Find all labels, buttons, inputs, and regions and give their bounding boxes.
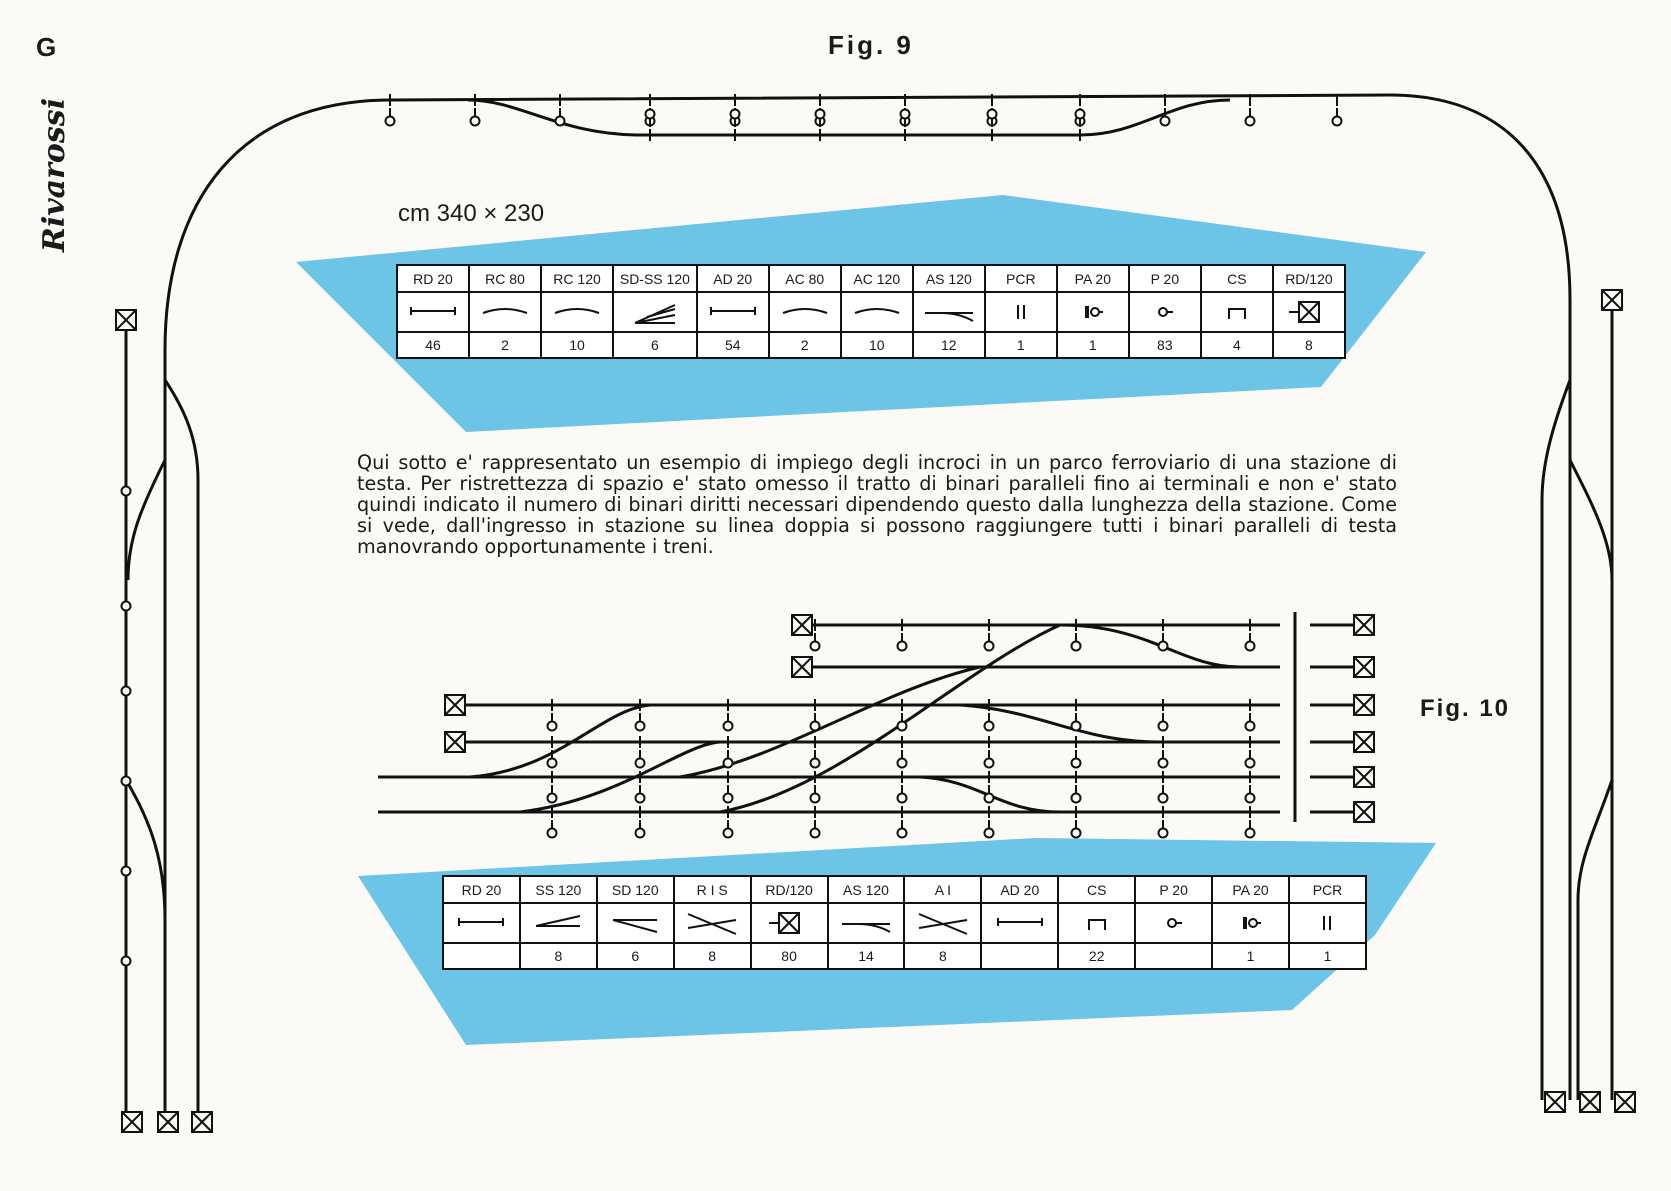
buffer-icon [1067, 908, 1127, 938]
pole-icon [1072, 794, 1081, 803]
description-text: Qui sotto e' rappresentato un esempio di impiego degli incroci in un parco ferroviario di una stazione di testa. Per ristrettezza di spazio e' stato omesso il tratto di binari paralleli fino ai terminali e non e' stato quindi indicato il numero di binari diritti necessari dipendendo questo dalla lunghezza della stazione. Come si vede, dall'ingresso in stazione su linea doppia si possono raggiungere tutti i binari paralleli di testa manovrando opportunamente i treni. [357, 451, 1397, 558]
pole-icon [811, 829, 820, 838]
part-quantity-cell: 8 [904, 943, 981, 969]
pole-icon [122, 602, 131, 611]
terminal-box-icon [759, 908, 819, 938]
curve-rail-icon [775, 297, 835, 327]
pole-icon [1333, 117, 1342, 126]
part-quantity-cell [443, 943, 520, 969]
part-symbol-cell [613, 292, 697, 332]
part-quantity-cell: 8 [520, 943, 597, 969]
part-symbol-cell [443, 903, 520, 943]
part-symbol-cell [1212, 903, 1289, 943]
pole-icon [901, 110, 910, 119]
pole-icon [985, 794, 994, 803]
part-code-cell: RD/120 [751, 876, 828, 903]
part-symbol-cell [981, 903, 1058, 943]
pole-icon [985, 759, 994, 768]
part-quantity-cell: 12 [913, 332, 985, 358]
part-code-cell: RD 20 [397, 265, 469, 292]
switch-rail-icon [919, 297, 979, 327]
part-symbol-cell [769, 292, 841, 332]
part-symbol-cell [1289, 903, 1366, 943]
part-quantity-cell: 2 [469, 332, 541, 358]
part-code-cell: SD 120 [597, 876, 674, 903]
part-quantity-cell: 1 [985, 332, 1057, 358]
pole-icon [811, 642, 820, 651]
pole-icon [548, 759, 557, 768]
part-quantity-cell: 10 [541, 332, 613, 358]
right-yard-track [1542, 380, 1570, 1100]
part-symbol-cell [904, 903, 981, 943]
part-quantity-cell: 14 [828, 943, 905, 969]
pole-icon [985, 829, 994, 838]
pole-icon [811, 794, 820, 803]
switch-left-icon [528, 908, 588, 938]
curve-rail-icon [547, 297, 607, 327]
pole-icon [1246, 117, 1255, 126]
part-symbol-cell [674, 903, 751, 943]
pole-icon [122, 687, 131, 696]
pole-icon [816, 110, 825, 119]
pole-icon [556, 117, 565, 126]
left-yard-track [165, 380, 198, 1118]
right-crossover-track [1570, 460, 1612, 580]
part-symbol-cell [985, 292, 1057, 332]
pole-icon [1159, 722, 1168, 731]
fig10-layout [378, 612, 1374, 838]
part-quantity-cell: 8 [1273, 332, 1345, 358]
pole-icon [1072, 829, 1081, 838]
part-code-cell: CS [1058, 876, 1135, 903]
part-quantity-cell: 10 [841, 332, 913, 358]
part-quantity-cell: 8 [674, 943, 751, 969]
part-quantity-cell: 22 [1058, 943, 1135, 969]
table-quantity-row [443, 943, 1366, 969]
page-letter: G [36, 32, 57, 62]
part-code-cell: R I S [674, 876, 751, 903]
terminal-box-icon [1279, 297, 1339, 327]
part-code-cell: PCR [985, 265, 1057, 292]
pole-icon [985, 722, 994, 731]
part-quantity-cell: 6 [597, 943, 674, 969]
part-symbol-cell [828, 903, 905, 943]
pole-icon [1246, 829, 1255, 838]
part-symbol-cell [1129, 292, 1201, 332]
part-symbol-cell [1201, 292, 1273, 332]
pole-icon [636, 829, 645, 838]
part-quantity-cell: 1 [1057, 332, 1129, 358]
part-code-cell: AC 120 [841, 265, 913, 292]
part-code-cell: AS 120 [913, 265, 985, 292]
pole-icon [646, 110, 655, 119]
pole-icon [1159, 642, 1168, 651]
switch-pair-icon [625, 297, 685, 327]
switch-right-icon [605, 908, 665, 938]
part-symbol-cell [541, 292, 613, 332]
table-header-row [443, 876, 1366, 903]
part-quantity-cell: 2 [769, 332, 841, 358]
part-code-cell: CS [1201, 265, 1273, 292]
curve-rail-icon [847, 297, 907, 327]
pole-icon [811, 722, 820, 731]
diagonal-crossing-track [720, 625, 1060, 812]
part-symbol-cell [469, 292, 541, 332]
fig9-parts-table [396, 264, 1346, 359]
part-code-cell: A I [904, 876, 981, 903]
pole-icon [1072, 722, 1081, 731]
pole-icon [1072, 759, 1081, 768]
part-quantity-cell: 80 [751, 943, 828, 969]
part-code-cell: PA 20 [1057, 265, 1129, 292]
part-quantity-cell: 1 [1289, 943, 1366, 969]
part-symbol-cell [1057, 292, 1129, 332]
pole-icon [1076, 110, 1085, 119]
pole-icon [471, 117, 480, 126]
pole-icon [724, 759, 733, 768]
part-quantity-cell: 1 [1212, 943, 1289, 969]
table-header-row [397, 265, 1345, 292]
pole-icon [724, 794, 733, 803]
pole-icon [898, 722, 907, 731]
pole-icon [636, 722, 645, 731]
buffer-icon [1207, 297, 1267, 327]
pole-icon [985, 642, 994, 651]
part-symbol-cell [597, 903, 674, 943]
signal-pole-icon [1063, 297, 1123, 327]
part-symbol-cell [1135, 903, 1212, 943]
pole-icon [898, 794, 907, 803]
part-code-cell: RD/120 [1273, 265, 1345, 292]
pole-icon [898, 829, 907, 838]
curve-rail-icon [475, 297, 535, 327]
straight-rail-icon [990, 908, 1050, 938]
pole-icon [636, 794, 645, 803]
part-code-cell: AD 20 [981, 876, 1058, 903]
part-code-cell: P 20 [1135, 876, 1212, 903]
part-symbol-cell [1273, 292, 1345, 332]
pole-icon [724, 829, 733, 838]
part-quantity-cell [981, 943, 1058, 969]
pole-icon [1161, 117, 1170, 126]
table-symbol-row [397, 292, 1345, 332]
straight-rail-icon [403, 297, 463, 327]
part-code-cell: AD 20 [697, 265, 769, 292]
pole-icon [1072, 642, 1081, 651]
part-quantity-cell [1135, 943, 1212, 969]
right-crossover-track [1578, 780, 1612, 1100]
fig10-parts-table [442, 875, 1367, 970]
pole-icon [548, 794, 557, 803]
part-quantity-cell: 4 [1201, 332, 1273, 358]
diagonal-crossing-track [1060, 625, 1240, 667]
part-symbol-cell [520, 903, 597, 943]
left-crossover-track [126, 780, 165, 920]
part-quantity-cell: 83 [1129, 332, 1201, 358]
switch-rail-icon [836, 908, 896, 938]
crossing-icon [682, 908, 742, 938]
pole-icon [811, 759, 820, 768]
pole-icon [1159, 794, 1168, 803]
table-symbol-row [443, 903, 1366, 943]
passing-siding-track [468, 100, 1230, 135]
signal-pole-icon [1221, 908, 1281, 938]
part-quantity-cell: 6 [613, 332, 697, 358]
part-code-cell: PA 20 [1212, 876, 1289, 903]
pole-icon [724, 722, 733, 731]
pole-icon [1246, 722, 1255, 731]
part-code-cell: PCR [1289, 876, 1366, 903]
pole-icon [1246, 642, 1255, 651]
crossing-icon [913, 908, 973, 938]
pole-icon [1159, 759, 1168, 768]
pole-icon [122, 867, 131, 876]
left-crossover-track [128, 460, 165, 580]
pole-icon [122, 777, 131, 786]
part-symbol-cell [751, 903, 828, 943]
fig9-title: Fig. 9 [828, 30, 914, 60]
part-code-cell: AC 80 [769, 265, 841, 292]
pole-icon [636, 759, 645, 768]
fig10-title: Fig. 10 [1420, 695, 1511, 722]
part-symbol-cell [913, 292, 985, 332]
part-quantity-cell: 54 [697, 332, 769, 358]
rail-joiner-icon [991, 297, 1051, 327]
pole-icon [731, 110, 740, 119]
layout-dimensions: cm 340 × 230 [398, 200, 545, 227]
part-symbol-cell [697, 292, 769, 332]
pole-icon [548, 829, 557, 838]
part-code-cell: SS 120 [520, 876, 597, 903]
pole-icon [1246, 759, 1255, 768]
pole-icon [898, 759, 907, 768]
straight-rail-icon [703, 297, 763, 327]
table-quantity-row [397, 332, 1345, 358]
part-code-cell: AS 120 [828, 876, 905, 903]
pole-icon [548, 722, 557, 731]
pole-icon [1135, 297, 1195, 327]
pole-icon [122, 487, 131, 496]
rail-joiner-icon [1297, 908, 1357, 938]
part-code-cell: SD-SS 120 [613, 265, 697, 292]
part-quantity-cell: 46 [397, 332, 469, 358]
pole-icon [386, 117, 395, 126]
pole-icon [898, 642, 907, 651]
brand-logo: Rivarossi [36, 97, 72, 253]
part-symbol-cell [841, 292, 913, 332]
pole-icon [988, 110, 997, 119]
part-code-cell: RC 120 [541, 265, 613, 292]
part-code-cell: RC 80 [469, 265, 541, 292]
pole-icon [1144, 908, 1204, 938]
part-code-cell: P 20 [1129, 265, 1201, 292]
part-symbol-cell [397, 292, 469, 332]
straight-rail-icon [451, 908, 511, 938]
part-code-cell: RD 20 [443, 876, 520, 903]
pole-icon [1159, 829, 1168, 838]
pole-icon [1246, 794, 1255, 803]
part-symbol-cell [1058, 903, 1135, 943]
pole-icon [122, 957, 131, 966]
